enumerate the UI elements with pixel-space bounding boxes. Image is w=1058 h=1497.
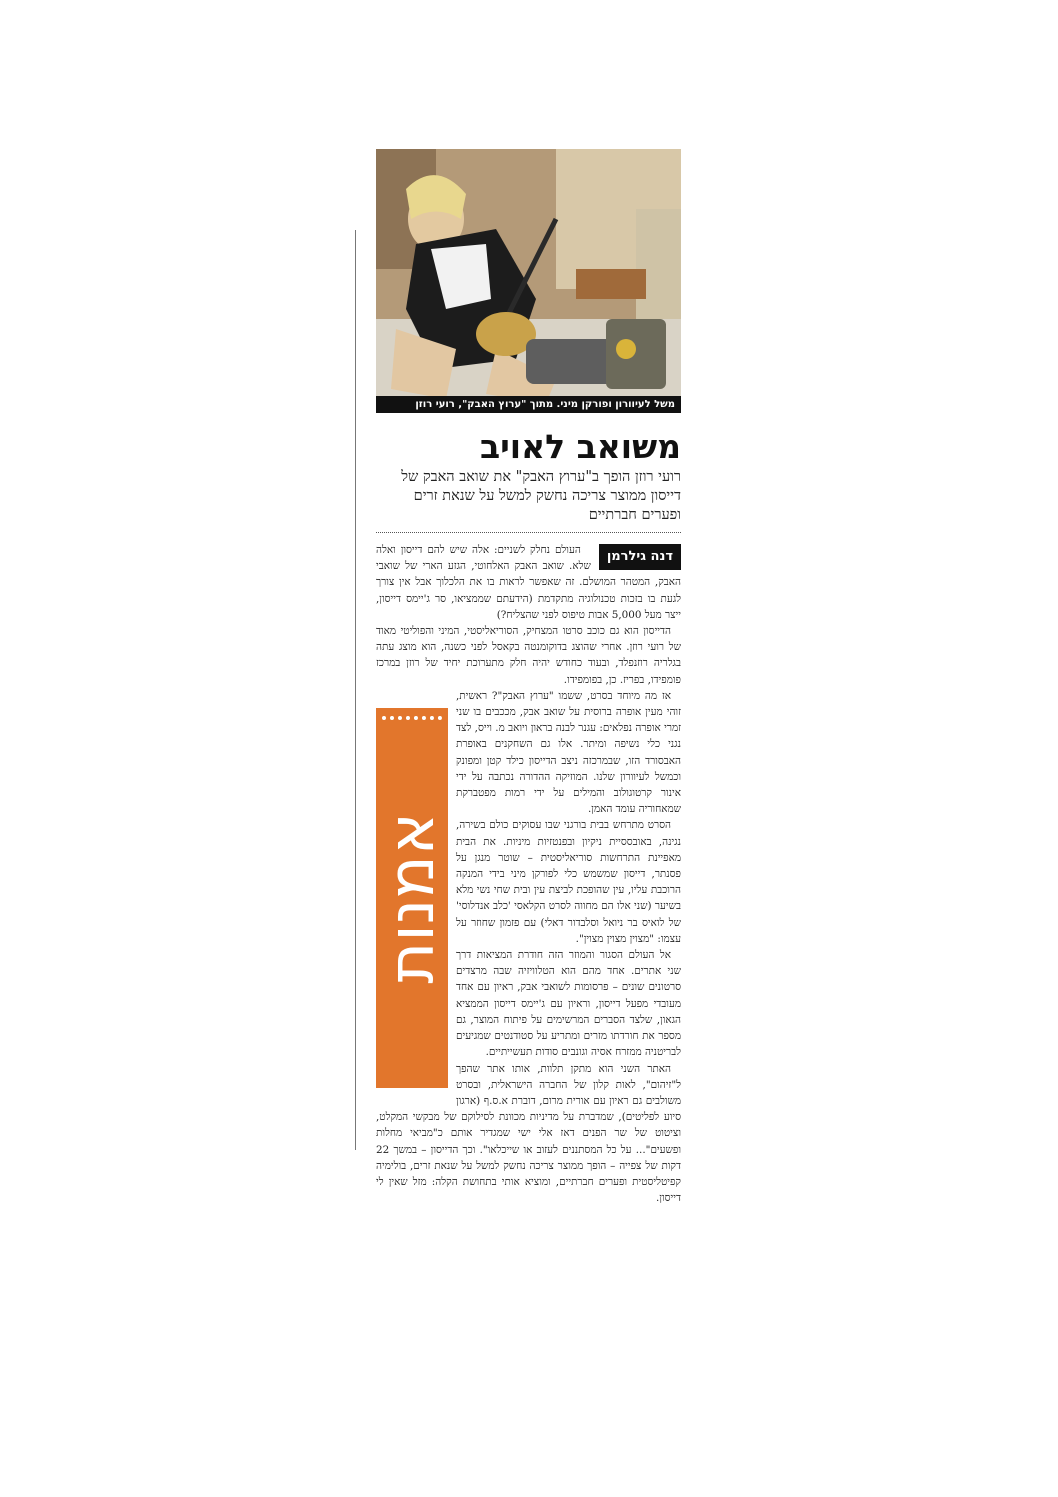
column-divider-line — [355, 230, 356, 1150]
article-paragraph: אז מה מיוחד בסרט, ששמו "ערוץ האבק"? ראשית, זוהי מעין אופרה ברוסית על שואב אבק, מככבים בו שני זמרי אופרה נפלאים: עגנר לבנה בראון ויואב מ. וייס, לצד נגני כלי נשיפה ומיתר. אלו גם השחקנים באופרת האבסורד הזו, שבמרכזה ניצב הדייסון כילד קטן ומפונק וכמשל לעיוורון שלנו. המוזיקה ההדורה נכתבה על ידי אינור קרטוגולוב והמילים על ידי רמות מפטברקת שמאחוריה עומד האמן. — [456, 689, 681, 816]
dotted-separator — [376, 532, 681, 533]
article-paragraph: אל העולם הסגור והמוזר הזה חודרת המציאות דרך שני אתרים. אחד מהם הוא הטלוויזיה שבה מרצדים סרטונים שונים – פרסומות לשואבי אבק, ראיון עם אחד מעובדי מפעל דייסון, וראיון עם ג'יימס דייסון הממציא הגאון, שלצד הסברים המרשימים על פיתוח המוצר, גם מספר את חורדתו מזרים ומתריע על סטודנטים שמגיעים לבריטניה ממזרח אסיה וגונבים סודות תעשייתיים. — [456, 949, 681, 1059]
section-tag — [376, 708, 448, 1088]
article-headline: משואב לאויב — [479, 427, 681, 466]
tag-dots-decoration — [382, 716, 442, 720]
article-paragraph: העולם נחלק לשניים: אלה שיש להם דייסון ואלה שלא. שואב האבק האלחוטי, הגזע הארי של שואבי האבק, המטהר המושלם. זה שאפשר לראות בו את הלכלוך אבל אין צורך לגעת בו בזכות טכנולוגיה מתקדמת (הידעתם שממציאו, סר ג'יימס דייסון, ייצר מעל 5,000 אבות טיפוס לפני שהצליח?) — [376, 544, 681, 621]
section-tag-label: אמנות — [375, 812, 449, 984]
article-body — [376, 542, 681, 1206]
author-byline: דנה גילרמן — [599, 544, 681, 570]
article-photo-illustration — [376, 149, 681, 413]
article-photo — [376, 149, 681, 413]
photo-caption: משל לעיוורון ופורקן מיני. מתוך "ערוץ האבק", רועי רוזן — [376, 396, 681, 413]
article-paragraph: הסרט מתרחש בבית בורגני שבו עסוקים כולם בשירה, נגינה, באובססיית ניקיון ובפנטזיות מיניות. את הבית מאפיינת התרחשות סוריאליסטית – שוטר מנגן על פסנתר, דייסון שמשמש כלי לפורקן מיני בידי המנקה הרוכבת עליו, עין שהופכת לביצת עין ובית שחי נשי מלא בשיער (שני אלו הם מחווה לסרט הקלאסי 'כלב אנדלוסי' של לואיס בר ניואל וסלבדור דאלי) עם פזמון שחוזר על עצמו: "מצוין מצוין מצוין". — [456, 819, 681, 945]
article-paragraph: האתר השני הוא מתקן תלוות, אותו אתר שהפך ל"זיהום", לאות קלון של החברה הישראלית, ובסרט משולבים גם ראיון עם אורית מרום, דוברת א.ס.ף (ארגון סיוע לפליטים), שמדברת על מדיניות מכוונת לסילוקם של מבקשי המקלט, וציטוט של שר הפנים דאז אלי ישי שמגדיר אותם כ"מביאי מחלות ופשעים"... על כל המסתננים לעזוב או שייכלאו". וכך הדייסון – במשך 22 דקות של צפייה – הופך ממוצר צריכה נחשק למשל על שנאת זרים, בולימיה קפיטליסטית ופערים חברתיים, ומוציא אותי בתחושת הקלה: מזל שאין לי דייסון. — [376, 1062, 681, 1205]
article-subhead: רועי רוזן הופך ב"ערוץ האבק" את שואב האבק של דייסון ממוצר צריכה נחשק למשל על שנאת זרים ופערים חברתיים — [401, 469, 681, 523]
article-paragraph: הדייסון הוא גם כוכב סרטו המצחיק, הסוריאליסטי, המיני והפוליטי מאוד של רועי רוזן. אחרי שהוצג בדוקומנטה בקאסל לפני כשנה, הוא מוצג עתה בגלריה רוזנפלד, ובעוד כחודש יהיה חלק מתערוכת יחיד של רוזן במרכז פומפידו, בפריז. כן, בפומפידו. — [376, 625, 681, 686]
